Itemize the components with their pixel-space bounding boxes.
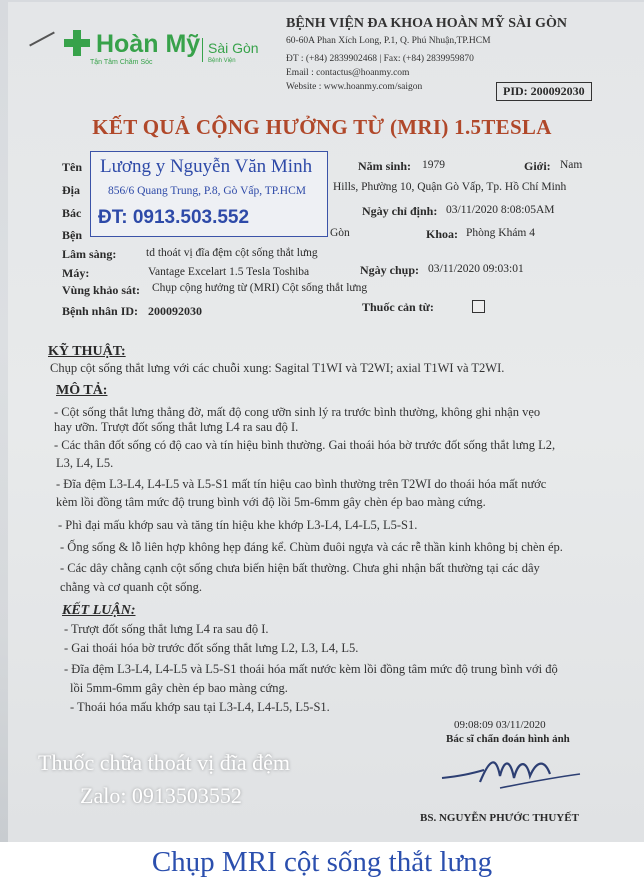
conclusion-heading: KẾT LUẬN: xyxy=(62,603,136,618)
gon-fragment: Gòn xyxy=(330,227,350,239)
region-label: Vùng khảo sát: xyxy=(62,283,141,297)
gender-value: Nam xyxy=(560,159,583,171)
conclusion-line: - Thoái hóa mấu khớp sau tại L3-L4, L4-L5, L5-S1. xyxy=(70,700,330,714)
handwritten-signature-icon xyxy=(440,748,590,796)
description-line: - Các thân đốt sống có độ cao và tín hiệu bình thường. Gai thoái hóa bờ trước đốt sống thắt lưng L2, xyxy=(54,438,556,452)
machine-label: Máy: xyxy=(62,266,90,280)
conclusion-line: lồi 5mm-6mm gây chèn ép bao màng cứng. xyxy=(70,681,288,695)
hospital-email: Email : contactus@hoanmy.com xyxy=(286,68,410,78)
signature-role: Bác sĩ chẩn đoán hình ảnh xyxy=(446,733,570,745)
logo-city: Sài Gòn xyxy=(208,40,259,56)
hospital-address: 60-60A Phan Xích Long, P.1, Q. Phú Nhuận,TP.HCM xyxy=(286,36,491,46)
description-line: - Các dây chằng cạnh cột sống chưa biến hiện bất thường. Chưa ghi nhận bất thường tại các dây xyxy=(60,561,540,575)
address-tail: Hills, Phường 10, Quận Gò Vấp, Tp. Hồ Chí Minh xyxy=(333,181,567,193)
region-value: Chụp cộng hưởng từ (MRI) Cột sống thắt lưng xyxy=(152,282,368,294)
contrast-label: Thuốc cản từ: xyxy=(362,300,434,314)
signature-time: 09:08:09 03/11/2020 xyxy=(454,719,546,731)
description-line: - Đĩa đệm L3-L4, L4-L5 và L5-S1 mất tín hiệu cao bình thường trên T2WI do thoái hóa mất nước xyxy=(56,477,547,491)
hospital-name: BỆNH VIỆN ĐA KHOA HOÀN MỸ SÀI GÒN xyxy=(286,16,567,31)
contrast-checkbox xyxy=(472,300,485,313)
overlay-text-1: Thuốc chữa thoát vị đĩa đệm xyxy=(38,750,291,775)
technique-text: Chụp cột sống thắt lưng với các chuỗi xung: Sagital T1WI và T2WI; axial T1WI và T2WI. xyxy=(50,361,505,375)
overlay-text-2: Zalo: 0913503552 xyxy=(80,783,242,808)
hospital-phone-fax: ĐT : (+84) 2839902468 | Fax: (+84) 2839959870 xyxy=(286,54,474,64)
conclusion-line: - Đĩa đệm L3-L4, L4-L5 và L5-S1 thoái hóa mất nước kèm lồi đồng tâm mức độ trung bình với độ xyxy=(64,662,558,676)
scan-date-label: Ngày chụp: xyxy=(360,263,420,277)
logo-city-sub: Bệnh Viện xyxy=(208,58,236,64)
description-heading: MÔ TẢ: xyxy=(56,383,108,398)
logo-name: Hoàn Mỹ xyxy=(96,30,201,58)
order-date-label: Ngày chỉ định: xyxy=(362,204,438,218)
order-date-value: 03/11/2020 8:08:05AM xyxy=(446,204,555,216)
description-line: - Phì đại mấu khớp sau và tăng tín hiệu khe khớp L3-L4, L4-L5, L5-S1. xyxy=(58,518,418,532)
scan-date-value: 03/11/2020 09:03:01 xyxy=(428,263,524,275)
hospital-website: Website : www.hoanmy.com/saigon xyxy=(286,82,423,92)
stamp-phone: ĐT: 0913.503.552 xyxy=(98,207,250,228)
hospital-label: Bện xyxy=(62,228,83,242)
gender-label: Giới: xyxy=(524,159,551,173)
clinical-value: td thoát vị đĩa đệm cột sống thắt lưng xyxy=(146,247,318,259)
technique-heading: KỸ THUẬT: xyxy=(48,344,126,359)
clinical-label: Lâm sàng: xyxy=(62,247,117,261)
department-label: Khoa: xyxy=(426,227,459,241)
patient-id-label: Bệnh nhân ID: xyxy=(62,304,139,318)
description-line: - Ống sống & lỗ liên hợp không hẹp đáng kể. Chùm đuôi ngựa và các rễ thần kinh không bị chèn ép. xyxy=(60,540,563,554)
description-line: chằng và cơ quanh cột sống. xyxy=(60,580,202,594)
description-line: hay ưỡn. Trượt đốt sống thắt lưng L4 ra sau độ I. xyxy=(54,420,299,434)
cross-logo-icon xyxy=(64,30,90,56)
patient-id-value: 200092030 xyxy=(148,304,202,318)
description-line: L3, L4, L5. xyxy=(56,456,114,470)
stamp-address: 856/6 Quang Trung, P.8, Gò Vấp, TP.HCM xyxy=(108,185,306,197)
description-line: kèm lồi đồng tâm mức độ trung bình với độ lồi 5m-6mm gây chèn ép bao màng cứng. xyxy=(56,495,486,509)
birth-year-value: 1979 xyxy=(422,159,445,171)
conclusion-line: - Trượt đốt sống thắt lưng L4 ra sau độ I. xyxy=(64,622,269,636)
machine-value: Vantage Excelart 1.5 Tesla Toshiba xyxy=(148,266,310,278)
report-title: KẾT QUẢ CỘNG HƯỞNG TỪ (MRI) 1.5TESLA xyxy=(92,115,552,139)
department-value: Phòng Khám 4 xyxy=(466,227,535,239)
logo-divider xyxy=(202,38,203,62)
logo-tagline: Tận Tâm Chăm Sóc xyxy=(90,59,153,66)
stamp-name: Lương y Nguyễn Văn Minh xyxy=(100,156,313,177)
conclusion-line: - Gai thoái hóa bờ trước đốt sống thắt lưng L2, L3, L4, L5. xyxy=(64,641,359,655)
doctor-name: BS. NGUYỄN PHƯỚC THUYẾT xyxy=(420,812,579,824)
caption-text: Chụp MRI cột sống thắt lưng xyxy=(151,846,493,878)
birth-year-label: Năm sinh: xyxy=(358,159,412,173)
pid-box: PID: 200092030 xyxy=(496,82,592,101)
description-line: - Cột sống thắt lưng thẳng đờ, mất độ cong ưỡn sinh lý ra trước bình thường, không ghi nhận vẹo xyxy=(54,405,541,419)
name-label: Tên xyxy=(62,160,83,174)
doctor-label: Bác xyxy=(62,206,82,220)
address-label: Địa xyxy=(62,183,80,197)
